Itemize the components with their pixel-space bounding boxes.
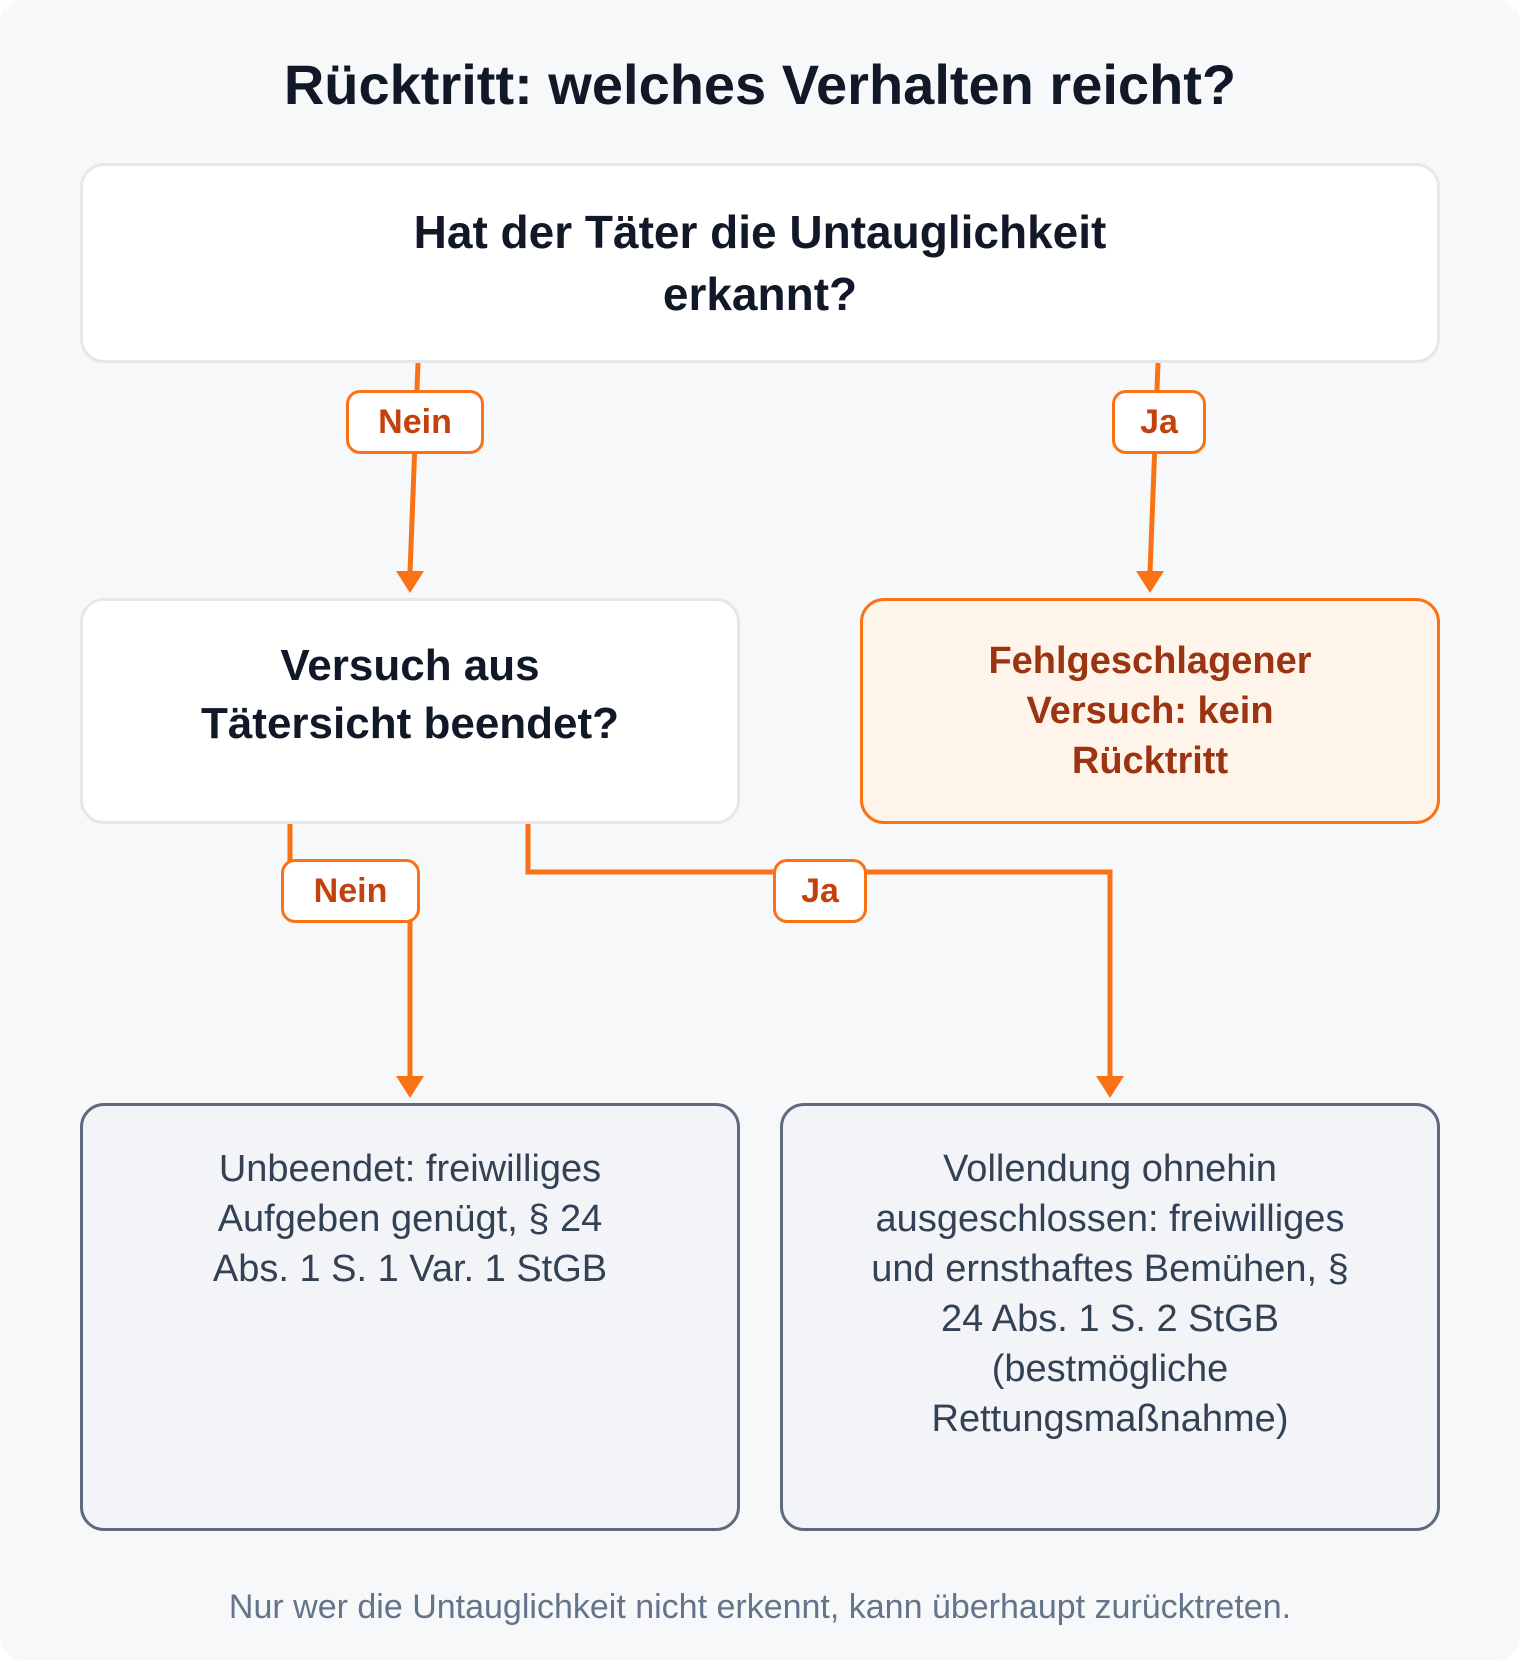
edge-label-q2-nein: Nein xyxy=(281,859,420,923)
edge-label-q2-ja: Ja xyxy=(773,859,867,923)
arrowhead-q1-ja xyxy=(1136,571,1164,593)
question-node-untauglichkeit xyxy=(80,163,1440,363)
result-text-beendet: Vollendung ohnehin ausgeschlossen: freiwilliges und ernsthaftes Bemühen, § 24 Abs. 1 S. 2 StGB (bestmögliche Rettungsmaßnahme) xyxy=(871,1148,1349,1440)
outcome-node-fehlgeschlagen xyxy=(860,598,1440,824)
outcome-text-fehlgeschlagen: Fehlgeschlagener Versuch: kein Rücktritt xyxy=(988,640,1312,782)
edge-label-q1-nein: Nein xyxy=(346,390,484,454)
question-node-versuch-beendet xyxy=(80,598,740,824)
result-text-unbeendet: Unbeendet: freiwilliges Aufgeben genügt, § 24 Abs. 1 S. 1 Var. 1 StGB xyxy=(212,1148,608,1290)
arrowhead-q2-ja xyxy=(1096,1076,1124,1098)
edge-label-q1-ja: Ja xyxy=(1112,390,1206,454)
arrowhead-q1-nein xyxy=(396,571,424,593)
result-node-unbeendet xyxy=(80,1103,740,1531)
question-text-versuch-beendet: Versuch aus Tätersicht beendet? xyxy=(200,641,620,748)
arrowhead-q2-nein xyxy=(396,1076,424,1098)
question-text-untauglichkeit: Hat der Täter die Untauglichkeit erkannt? xyxy=(413,206,1107,320)
diagram-title: Rücktritt: welches Verhalten reicht? xyxy=(283,53,1237,116)
result-node-beendet xyxy=(780,1103,1440,1531)
footer-note: Nur wer die Untauglichkeit nicht erkennt, kann überhaupt zurücktreten. xyxy=(228,1588,1292,1626)
